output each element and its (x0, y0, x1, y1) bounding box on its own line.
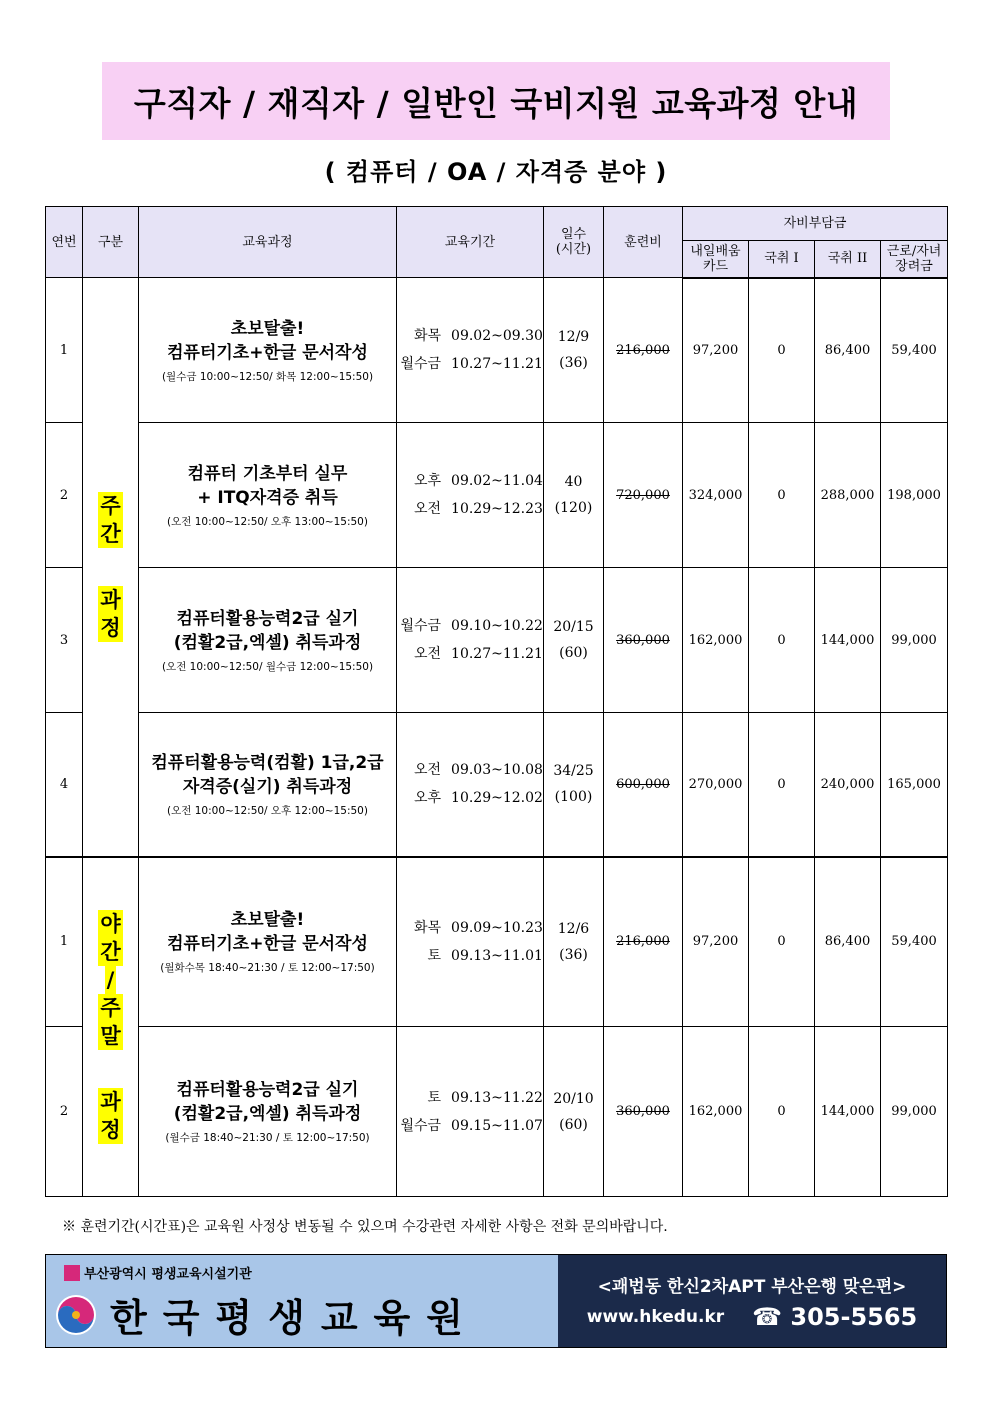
period-cell (397, 713, 544, 857)
course-title-2: (컴활2급,엑셀) 취득과정 (173, 1104, 362, 1124)
table-row (46, 1027, 948, 1197)
category-char: 과 (100, 1089, 121, 1114)
work-cell: 59,400 (881, 278, 948, 423)
table-row (46, 857, 948, 1027)
period-cell (397, 857, 544, 1027)
header-days-bottom: (시간) (555, 242, 592, 257)
work-cell: 99,000 (881, 1027, 948, 1197)
header-card-bottom: 카드 (702, 258, 729, 274)
work-cell: 59,400 (881, 857, 948, 1027)
table-row (46, 713, 948, 857)
header-k1: 국취 I (749, 241, 815, 278)
footer-contact (558, 1255, 946, 1347)
category-char: / (106, 967, 115, 992)
k1-cell: 0 (749, 278, 815, 423)
k2-cell: 240,000 (815, 713, 881, 857)
header-course: 교육과정 (139, 207, 397, 278)
row-no: 3 (46, 568, 83, 713)
card-cell: 97,200 (683, 857, 749, 1027)
days-cell (544, 278, 604, 423)
days-hours: (100) (554, 789, 593, 806)
period-dates: 10.27~11.21 (451, 356, 543, 372)
work-cell: 198,000 (881, 423, 948, 568)
course-title-2: 컴퓨터기초+한글 문서작성 (167, 342, 368, 363)
days-count: 12/6 (557, 920, 590, 937)
k1-cell: 0 (749, 1027, 815, 1197)
course-title-1: 컴퓨터활용능력2급 실기 (176, 1080, 359, 1100)
org-subtitle (64, 1263, 252, 1282)
k2-cell: 86,400 (815, 278, 881, 423)
table-row (46, 278, 948, 423)
days-count: 12/9 (557, 329, 590, 345)
course-schedule-note: (오전 10:00~12:50/ 오후 12:00~15:50) (167, 804, 368, 817)
period-dates: 09.13~11.01 (451, 947, 543, 964)
days-count: 20/15 (553, 619, 594, 635)
course-title-1: 초보탈출! (230, 318, 305, 339)
header-no: 연번 (46, 207, 83, 278)
category-char: 야 (100, 911, 121, 936)
card-cell: 270,000 (683, 713, 749, 857)
k1-cell: 0 (749, 713, 815, 857)
category-char: 주 (100, 493, 121, 518)
header-days-top: 일수 (560, 227, 587, 242)
city-logo-icon (64, 1265, 80, 1281)
page-title: 구직자 / 재직자 / 일반인 국비지원 교육과정 안내 (133, 83, 859, 123)
table-row (46, 568, 948, 713)
course-cell (139, 857, 397, 1027)
header-self-pay: 자비부담금 (683, 207, 948, 241)
period-cell (397, 423, 544, 568)
category-night (83, 857, 139, 1197)
fee-value: 600,000 (616, 776, 670, 792)
title-banner (102, 62, 890, 140)
period-dates: 09.13~11.22 (451, 1089, 543, 1106)
course-cell (139, 423, 397, 568)
fee-value: 216,000 (616, 934, 670, 950)
row-no: 2 (46, 1027, 83, 1197)
header-period: 교육기간 (397, 207, 544, 278)
header-work-bottom: 장려금 (895, 258, 933, 274)
course-title-2: (컴활2급,엑셀) 취득과정 (173, 632, 362, 653)
card-cell: 97,200 (683, 278, 749, 423)
footnote: ※ 훈련기간(시간표)은 교육원 사정상 변동될 수 있으며 수강관련 자세한 사항은 전화 문의바랍니다. (62, 1219, 668, 1235)
header-category: 구분 (83, 207, 139, 278)
period-schedule: 오전 (413, 501, 442, 517)
course-schedule-note: (월수금 18:40~21:30 / 토 12:00~17:50) (165, 1132, 370, 1144)
fee-value: 360,000 (616, 632, 670, 648)
page-subtitle: ( 컴퓨터 / OA / 자격증 분야 ) (324, 158, 668, 186)
row-no: 1 (46, 857, 83, 1027)
work-cell: 99,000 (881, 568, 948, 713)
category-char: 간 (100, 521, 121, 546)
days-cell (544, 568, 604, 713)
org-name: 한국평생교육원 (110, 1295, 479, 1340)
days-hours: (36) (559, 355, 588, 371)
address: <괘법동 한신2차APT 부산은행 맞은편> (597, 1276, 907, 1297)
period-dates: 09.09~10.23 (451, 919, 543, 936)
period-schedule: 오후 (413, 473, 442, 489)
course-cell (139, 713, 397, 857)
course-schedule-note: (월화수목 18:40~21:30 / 토 12:00~17:50) (160, 962, 375, 975)
header-work (881, 241, 948, 278)
header-days (544, 207, 604, 278)
period-schedule: 토 (427, 947, 442, 964)
k1-cell: 0 (749, 857, 815, 1027)
category-char: 정 (100, 615, 121, 640)
fee-cell (604, 713, 683, 857)
k2-cell: 288,000 (815, 423, 881, 568)
category-char: 과 (100, 587, 121, 612)
days-hours: (60) (559, 1116, 588, 1133)
category-day (83, 278, 139, 857)
period-dates: 09.02~09.30 (451, 328, 543, 344)
period-schedule: 월수금 (400, 1117, 442, 1134)
period-dates: 09.02~11.04 (451, 473, 543, 489)
work-cell: 165,000 (881, 713, 948, 857)
days-hours: (36) (559, 946, 588, 963)
phone-number: ☎ 305-5565 (752, 1302, 918, 1331)
org-subtitle-text: 부산광역시 평생교육시설기관 (84, 1267, 252, 1282)
course-title-1: 컴퓨터활용능력2급 실기 (176, 608, 359, 629)
course-cell (139, 1027, 397, 1197)
days-count: 40 (564, 474, 583, 490)
days-count: 20/10 (553, 1090, 594, 1107)
period-schedule: 화목 (413, 328, 442, 344)
period-cell (397, 1027, 544, 1197)
k1-cell: 0 (749, 423, 815, 568)
k2-cell: 144,000 (815, 1027, 881, 1197)
k2-cell: 144,000 (815, 568, 881, 713)
org-logo-icon (54, 1293, 98, 1337)
days-cell (544, 1027, 604, 1197)
period-schedule: 월수금 (400, 618, 442, 634)
course-title-1: 초보탈출! (230, 910, 305, 931)
row-no: 2 (46, 423, 83, 568)
header-fee: 훈련비 (604, 207, 683, 278)
course-title-1: 컴퓨터활용능력(컴활) 1급,2급 (151, 752, 384, 773)
fee-cell (604, 857, 683, 1027)
course-title-1: 컴퓨터 기초부터 실무 (187, 463, 348, 484)
period-cell (397, 568, 544, 713)
category-char: 정 (100, 1117, 121, 1142)
period-schedule: 오전 (413, 762, 442, 779)
days-hours: (60) (559, 645, 588, 661)
course-title-2: 자격증(실기) 취득과정 (182, 776, 353, 797)
period-schedule: 월수금 (400, 356, 442, 372)
card-cell: 162,000 (683, 568, 749, 713)
course-schedule-note: (월수금 10:00~12:50/ 화목 12:00~15:50) (161, 370, 374, 383)
period-schedule: 오후 (413, 790, 442, 807)
course-title-2: + ITQ자격증 취득 (197, 487, 338, 508)
period-schedule: 오전 (413, 646, 442, 662)
fee-cell (604, 1027, 683, 1197)
header-card-top: 내일배움 (690, 243, 741, 259)
days-hours: (120) (554, 500, 593, 516)
days-count: 34/25 (553, 763, 594, 780)
k2-cell: 86,400 (815, 857, 881, 1027)
fee-cell (604, 278, 683, 423)
period-dates: 09.03~10.08 (451, 762, 543, 779)
course-schedule-note: (오전 10:00~12:50/ 월수금 12:00~15:50) (161, 660, 374, 673)
table-row (46, 423, 948, 568)
period-dates: 10.29~12.02 (451, 790, 543, 807)
period-cell (397, 278, 544, 423)
period-dates: 10.27~11.21 (451, 646, 543, 662)
header-work-top: 근로/자녀 (886, 243, 942, 259)
days-cell (544, 713, 604, 857)
period-dates: 10.29~12.23 (451, 501, 543, 517)
period-dates: 09.10~10.22 (451, 618, 543, 634)
row-no: 1 (46, 278, 83, 423)
category-char: 말 (100, 1023, 121, 1048)
footer-org (46, 1255, 558, 1347)
course-cell (139, 568, 397, 713)
period-schedule: 토 (427, 1089, 442, 1106)
period-dates: 09.15~11.07 (451, 1117, 543, 1134)
days-cell (544, 423, 604, 568)
fee-cell (604, 568, 683, 713)
k1-cell: 0 (749, 568, 815, 713)
header-card (683, 241, 749, 278)
header-k2: 국취 II (815, 241, 881, 278)
footer-banner (45, 1254, 947, 1348)
card-cell: 324,000 (683, 423, 749, 568)
fee-value: 216,000 (616, 342, 670, 358)
course-cell (139, 278, 397, 423)
category-char: 간 (100, 939, 121, 964)
category-char: 주 (100, 995, 121, 1020)
website-link[interactable]: www.hkedu.kr (586, 1306, 725, 1327)
card-cell: 162,000 (683, 1027, 749, 1197)
days-cell (544, 857, 604, 1027)
period-schedule: 화목 (413, 919, 442, 936)
row-no: 4 (46, 713, 83, 857)
course-table (45, 206, 948, 1197)
fee-cell (604, 423, 683, 568)
course-title-2: 컴퓨터기초+한글 문서작성 (167, 934, 368, 955)
fee-value: 720,000 (616, 487, 670, 503)
fee-value: 360,000 (616, 1104, 670, 1119)
course-schedule-note: (오전 10:00~12:50/ 오후 13:00~15:50) (167, 515, 368, 528)
